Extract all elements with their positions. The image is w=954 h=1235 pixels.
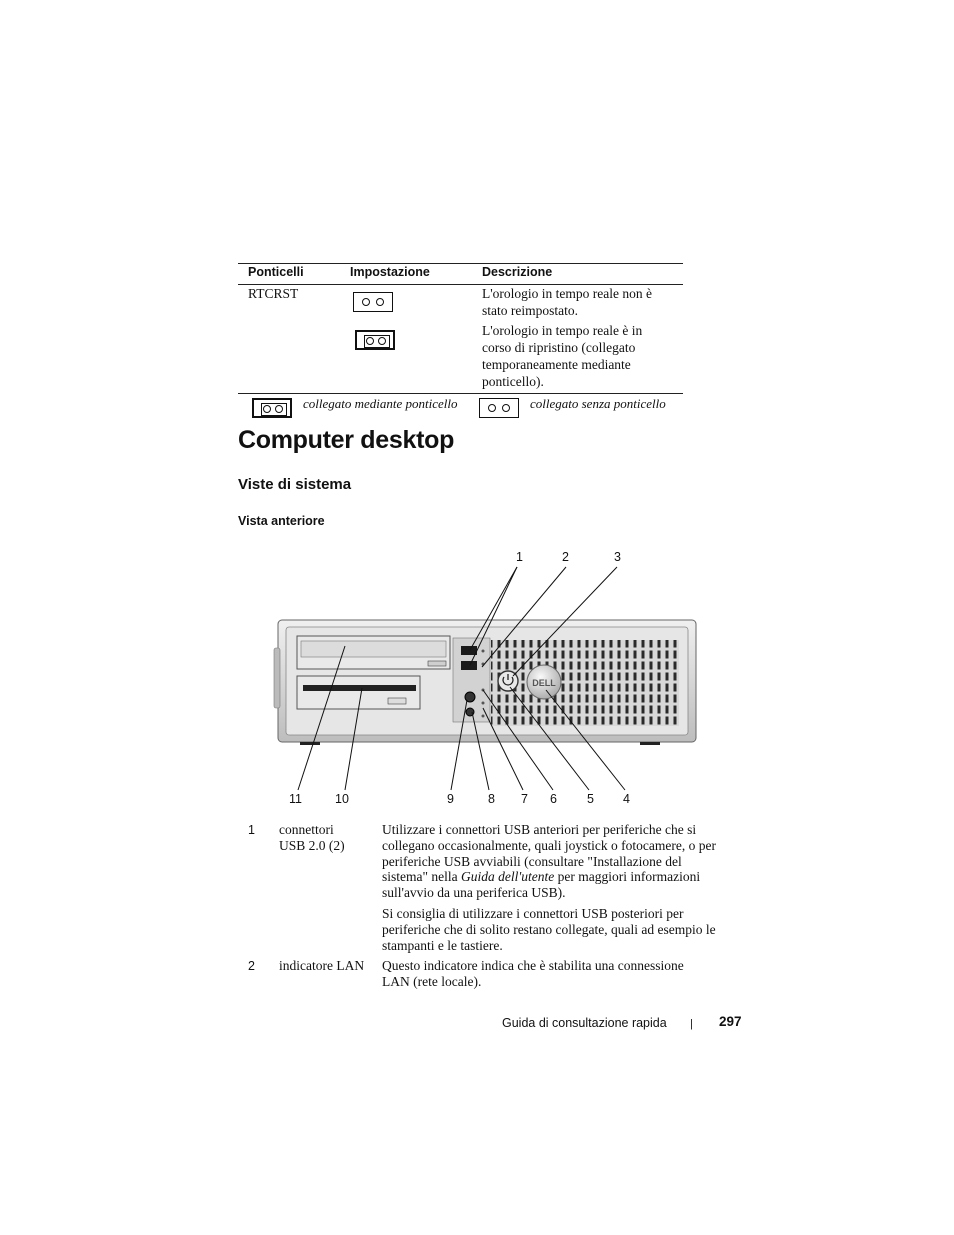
footer-separator: |: [690, 1018, 693, 1030]
callout-11: 11: [289, 792, 302, 806]
item-1-description: Utilizzare i connettori USB anteriori per periferiche che si collegano occasionalmente, quali joystick o fotocamere, o per periferiche USB avviabili (consultare "Installazione del sistema" nella Guida dell'utente per maggiori informazioni sull'avvio da una periferica USB).: [382, 822, 716, 901]
svg-text:DELL: DELL: [532, 678, 556, 688]
page-number: 297: [719, 1014, 742, 1029]
item-1-description-2: Si consiglia di utilizzare i connettori USB posteriori per periferiche che di solito restano collegate, quali ad esempio le stampanti e le tastiere.: [382, 906, 716, 953]
front-io-panel: [453, 638, 490, 722]
item-2-description: Questo indicatore indica che è stabilita una connessione LAN (rete locale).: [382, 958, 684, 989]
legend-unjumpered-text: collegato senza ponticello: [530, 396, 666, 411]
callout-4: 4: [623, 792, 630, 806]
header-impostazione: Impostazione: [350, 265, 430, 279]
callout-8: 8: [488, 792, 495, 806]
item-1-name: connettori USB 2.0 (2): [279, 822, 345, 853]
floppy-drive: [297, 676, 420, 709]
callout-2: 2: [562, 550, 569, 564]
callout-6: 6: [550, 792, 557, 806]
callout-7: 7: [521, 792, 528, 806]
subsection-title: Viste di sistema: [238, 476, 352, 493]
callout-10: 10: [335, 792, 349, 806]
callout-3: 3: [614, 550, 621, 564]
section-title: Computer desktop: [238, 426, 455, 454]
item-1-number: 1: [248, 823, 255, 837]
callout-9: 9: [447, 792, 454, 806]
item-2-number: 2: [248, 959, 255, 973]
description-resetting: L'orologio in tempo reale è in corso di ripristino (collegato temporaneamente mediante ponticello).: [482, 323, 643, 389]
item-2-name: indicatore LAN: [279, 958, 365, 973]
optical-drive: [297, 636, 450, 669]
header-descrizione: Descrizione: [482, 265, 553, 279]
view-title: Vista anteriore: [238, 514, 325, 528]
callout-1: 1: [516, 550, 523, 564]
header-ponticelli: Ponticelli: [248, 265, 304, 279]
legend-jumpered-text: collegato mediante ponticello: [303, 396, 458, 411]
footer-title: Guida di consultazione rapida: [502, 1016, 667, 1030]
ventilation-grille: [491, 640, 679, 726]
dell-logo: [527, 665, 561, 699]
description-not-reset: L'orologio in tempo reale non è stato reimpostato.: [482, 286, 653, 318]
callout-5: 5: [587, 792, 594, 806]
jumper-name: RTCRST: [248, 286, 299, 301]
